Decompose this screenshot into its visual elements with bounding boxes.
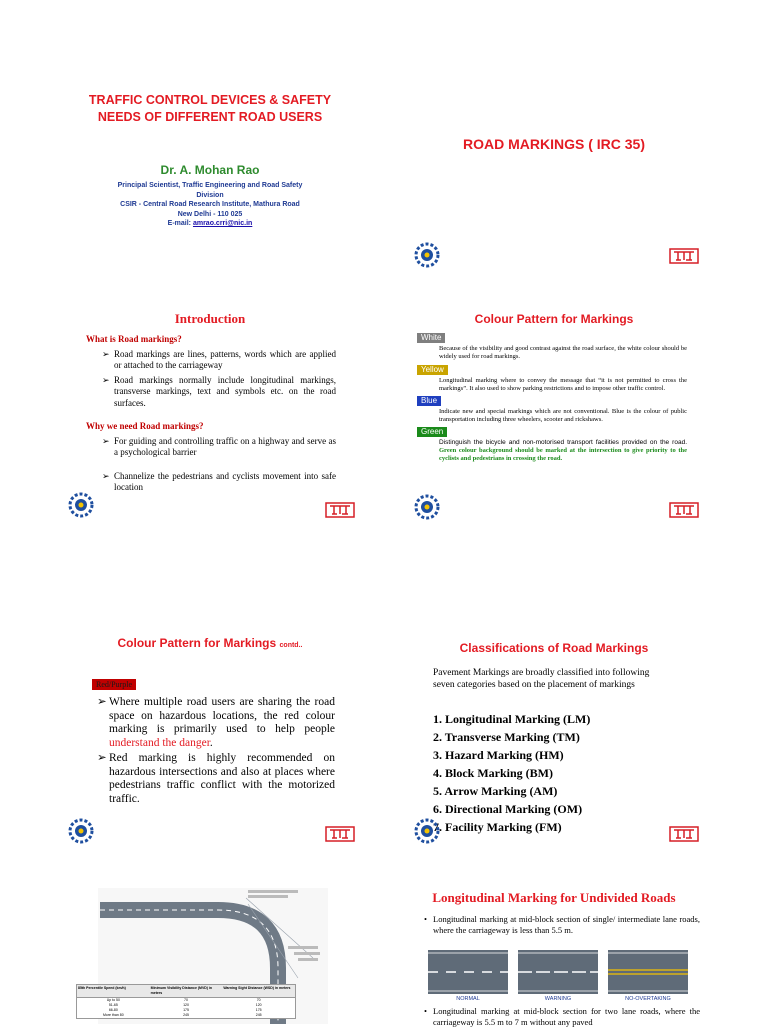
red-purple-tag: Red/Purple — [92, 679, 136, 690]
bullet-end: . — [209, 736, 213, 749]
green-tag: Green — [417, 427, 447, 437]
table-cell: 70 — [256, 998, 261, 1002]
table-row — [77, 1013, 295, 1018]
bullet-text: Road markings are lines, patterns, words which are applied or attached to the carriageway — [114, 348, 336, 370]
title-line-2: NEEDS OF DIFFERENT ROAD USERS — [97, 110, 323, 124]
table-cell: 70 — [184, 998, 188, 1002]
bullet-text: For guiding and controlling traffic on a highway and serve as a psychological barrier — [114, 435, 336, 457]
warning-panel — [518, 950, 598, 994]
yellow-description: Longitudinal marking where to convey the message that “it is not permitted to cross the markings”. It also used to show parking restrictions and to impose other traffic control. — [439, 377, 687, 392]
colour-blue-row — [417, 396, 687, 424]
blue-description: Indicate new and special markings which are not conventional. Blue is the colour of public transportation including three wheelers, scooter and rickshaws. — [439, 408, 687, 423]
bullet-dot: • — [424, 1006, 427, 1016]
slide-introduction — [0, 256, 384, 512]
slide-longitudinal-undivided — [384, 768, 768, 1027]
bullet-text: Longitudinal marking at mid-block section of single/ intermediate lane roads, where the carriageway is less than 5.5 m. — [433, 914, 700, 935]
green-emphasis: Green colour background should be marked at the intersection to give priority to the cyclists and pedestrians in crossing the road. — [439, 447, 687, 462]
bullet-single-lane — [424, 914, 700, 936]
slide-title: Colour Pattern for Markings — [474, 312, 634, 326]
slide-title — [0, 0, 384, 256]
white-description: Because of the visibility and good contrast against the road surface, the white colour should be widely used for road markings. — [439, 345, 687, 360]
sight-distance-table — [76, 984, 296, 1019]
table-header: Warning Sight Distance (WSD) in meters — [223, 986, 291, 990]
table-cell: 51-65 — [108, 1003, 118, 1007]
colour-list — [417, 333, 687, 463]
list-item: 6. Directional Marking (OM) — [433, 802, 583, 816]
bullet-text: Red marking is highly recommended on hazardous intersections and also at places where pedestrians traffic conflict with the motorized traffic. — [109, 752, 335, 805]
bullet-text: Road markings normally include longitudinal markings, transverse markings, text and symbols etc. on the road surfaces. — [114, 374, 336, 408]
author-name: Dr. A. Mohan Rao — [160, 163, 260, 177]
yellow-tag: Yellow — [417, 365, 448, 375]
designation-line-1: Principal Scientist, Traffic Engineering and Road Safety — [117, 182, 303, 189]
table-header: Minimum Visibility Distance (MVD) in meters — [150, 986, 213, 995]
bullet-item — [424, 1006, 700, 1028]
table-cell: 66-80 — [108, 1008, 118, 1012]
slide-classifications — [384, 512, 768, 834]
email-link[interactable]: amrao.crri@nic.in — [192, 220, 253, 227]
table-cell: 245 — [255, 1013, 262, 1017]
list-item: 3. Hazard Marking (HM) — [433, 748, 564, 762]
bullet-shared-space — [97, 696, 335, 750]
colour-green-row — [417, 427, 687, 463]
blue-tag: Blue — [417, 396, 441, 406]
slide-title: ROAD MARKINGS ( IRC 35) — [462, 136, 645, 152]
slide-title: Classifications of Road Markings — [459, 641, 649, 655]
slide-colour-pattern — [384, 256, 768, 512]
table-cell: More than 80 — [103, 1013, 124, 1017]
classification-intro: Pavement Markings are broadly classified into following seven categories based on the placement of markings — [433, 668, 650, 690]
panel-label-normal: NORMAL — [456, 996, 480, 1002]
panel-labels — [428, 996, 688, 1002]
colour-white-row — [417, 333, 687, 361]
list-item: 7. Facility Marking (FM) — [433, 820, 562, 834]
email-prefix: E-mail: — [167, 220, 193, 227]
designation-line-2: Division — [196, 191, 224, 199]
table-cell: 175 — [183, 1008, 189, 1012]
panel-label-no-overtaking: NO-OVERTAKING — [625, 996, 671, 1002]
bullet-text: Where multiple road users are sharing the road space on hazardous locations, the red colour marking is primarily used to help people — [109, 696, 335, 735]
table-header: 85th Percentile Speed (km/h) — [78, 986, 126, 990]
slide-colour-pattern-contd — [0, 512, 384, 805]
green-description — [439, 439, 687, 463]
table-header-row — [77, 985, 295, 998]
title-text: Colour Pattern for Markings — [117, 636, 277, 650]
list-item: 5. Arrow Marking (AM) — [433, 784, 558, 798]
table-cell: 175 — [255, 1008, 262, 1012]
city-line: New Delhi - 110 025 — [177, 210, 243, 218]
bullet-text: Channelize the pedestrians and cyclists movement into safe location — [114, 470, 336, 492]
institute-line: CSIR - Central Road Research Institute, Mathura Road — [120, 201, 300, 208]
author-details — [0, 181, 420, 229]
title-line-1: TRAFFIC CONTROL DEVICES & SAFETY — [88, 93, 332, 107]
table-cell: 120 — [255, 1003, 262, 1007]
email-line — [0, 219, 420, 229]
slide-sight-distance-diagram — [0, 768, 384, 1024]
bullet-definition — [102, 349, 336, 372]
slide-title: Introduction — [174, 311, 246, 326]
presentation-title — [0, 92, 420, 126]
bullet-text: Longitudinal marking at mid-block section for two lane roads, where the carriageway is 5.5 m to 7 m without any paved — [433, 1006, 700, 1027]
bullet-two-lane — [424, 1006, 700, 1028]
colour-yellow-row — [417, 365, 687, 393]
title-suffix: contd.. — [279, 642, 303, 649]
green-text: Distinguish the bicycle and non-motorised transport facilities provided on the road. — [439, 439, 687, 446]
list-item: 2. Transverse Marking (TM) — [433, 730, 580, 744]
table-cell: 120 — [183, 1003, 189, 1007]
slide-title: Longitudinal Marking for Undivided Roads — [432, 890, 676, 905]
bullet-dot: • — [424, 914, 427, 924]
no-overtaking-panel — [608, 950, 688, 994]
bullet-channelize — [102, 471, 336, 494]
normal-panel — [428, 950, 508, 994]
table-cell: 245 — [183, 1013, 189, 1017]
list-item: 4. Block Marking (BM) — [433, 766, 553, 780]
slide-title — [0, 636, 420, 650]
question-what: What is Road markings? — [86, 334, 182, 344]
danger-emphasis: understand the danger — [109, 736, 210, 749]
white-tag: White — [417, 333, 445, 343]
panel-label-warning: WARNING — [544, 996, 572, 1002]
list-item: 1. Longitudinal Marking (LM) — [433, 712, 591, 726]
intro-body — [86, 334, 336, 494]
table-cell: Up to 50 — [106, 998, 120, 1002]
bullet-guiding — [102, 436, 336, 459]
question-why: Why we need Road markings? — [86, 421, 204, 431]
bullet-item — [424, 914, 700, 936]
slide-road-markings — [384, 0, 768, 256]
bullet-types — [102, 375, 336, 410]
